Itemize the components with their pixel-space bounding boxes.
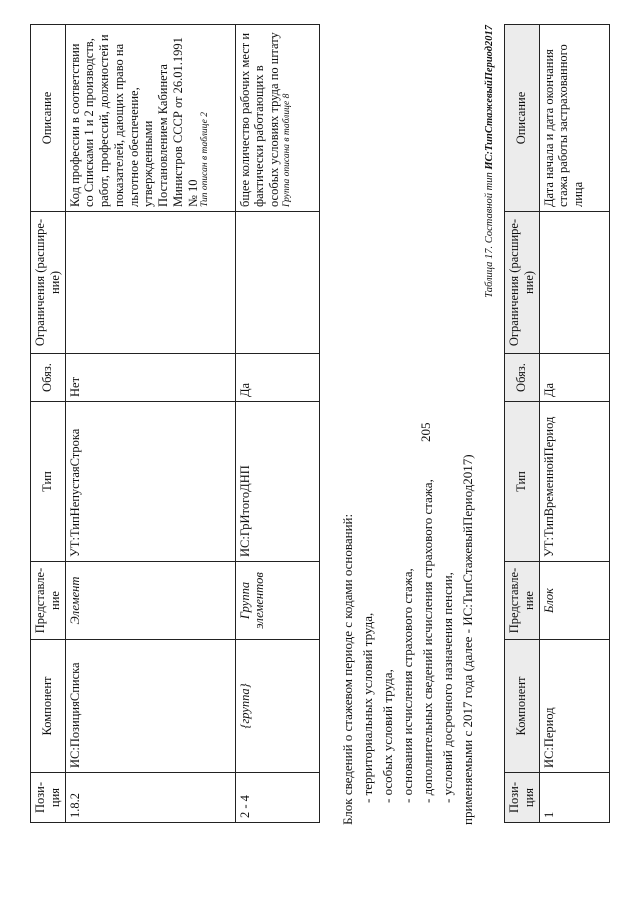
cell-limits [539, 212, 609, 354]
cell-component: ИС:ПозицияСписка [65, 640, 235, 773]
caption-prefix: Таблица 17. Составной тип [484, 169, 495, 298]
cell-representation: Группа элементов [235, 562, 319, 640]
description-text: бщее количество рабочих мест и фактически работающих в особых условиях труда по штату [237, 32, 281, 207]
cell-description [65, 25, 235, 212]
table-caption [484, 25, 495, 475]
header-required: Обяз. [505, 354, 540, 402]
table-row [65, 25, 235, 823]
description-text: Код профессии в соответствии со Списками 1 и 2 производств, работ, профессий, должностей и показателей, дающих право на льготное обеспечение, утвержденными Постановлением Кабинета Министров СССР от 26.01.1991 № 10 [67, 34, 200, 207]
paragraph-item: - дополнительных сведений исчисления страхового стажа, [420, 479, 435, 803]
paragraph-outro: применяемыми с 2017 года (далее - ИС:ТипСтажевыйПериод2017) [460, 454, 475, 825]
header-description: Описание [31, 25, 66, 212]
type-period-2017-table [504, 24, 610, 823]
header-position: Пози-ция [505, 773, 540, 823]
table-header-row [505, 25, 540, 823]
table-row [235, 25, 319, 823]
paragraph-intro: Блок сведений о стажевом периоде с кодами оснований: [340, 513, 355, 825]
caption-type-name: ИС:ТипСтажевыйПериод2017 [484, 25, 495, 170]
cell-type: УТ:ТипНепустаяСтрока [65, 402, 235, 562]
cell-position: 1 [539, 773, 609, 823]
cell-limits [65, 212, 235, 354]
paragraph-item: - территориальных условий труда, [360, 612, 375, 803]
paragraph-item: - условий досрочного назначения пенсии, [440, 572, 455, 803]
cell-position: 1.8.2 [65, 773, 235, 823]
header-representation: Представле-ние [31, 562, 66, 640]
cell-type: УТ:ТипВременнойПериод [539, 402, 609, 562]
header-limits: Ограничения (расшире-ние) [505, 212, 540, 354]
paragraph-item: - особых условий труда, [380, 669, 395, 803]
cell-component: ИС:Период [539, 640, 609, 773]
header-representation: Представле-ние [505, 562, 540, 640]
cell-position: 2 - 4 [235, 773, 319, 823]
page-number: 205 [418, 422, 433, 442]
description-note: Группа описана в таблице 8 [281, 93, 292, 207]
header-component: Компонент [31, 640, 66, 773]
cell-required: Да [539, 354, 609, 402]
header-required: Обяз. [31, 354, 66, 402]
cell-component: {группа} [235, 640, 319, 773]
header-type: Тип [31, 402, 66, 562]
cell-representation: Элемент [65, 562, 235, 640]
header-description: Описание [505, 25, 540, 212]
cell-description [235, 25, 319, 212]
header-position: Пози-ция [31, 773, 66, 823]
cell-representation: Блок [539, 562, 609, 640]
cell-description: Дата начала и дата окончания стажа работы застрахованного лица [539, 25, 609, 212]
header-type: Тип [505, 402, 540, 562]
cell-required: Нет [65, 354, 235, 402]
header-component: Компонент [505, 640, 540, 773]
table-row [539, 25, 609, 823]
cell-limits [235, 212, 319, 354]
paragraph-item: - основания исчисления страхового стажа, [400, 568, 415, 803]
cell-type: ИС:ГрИтогоДНП [235, 402, 319, 562]
cell-required: Да [235, 354, 319, 402]
table-header-row [31, 25, 66, 823]
components-table-continued [30, 24, 320, 823]
description-note: Тип описан в таблице 2 [200, 112, 211, 207]
header-limits: Ограничения (расшире-ние) [31, 212, 66, 354]
